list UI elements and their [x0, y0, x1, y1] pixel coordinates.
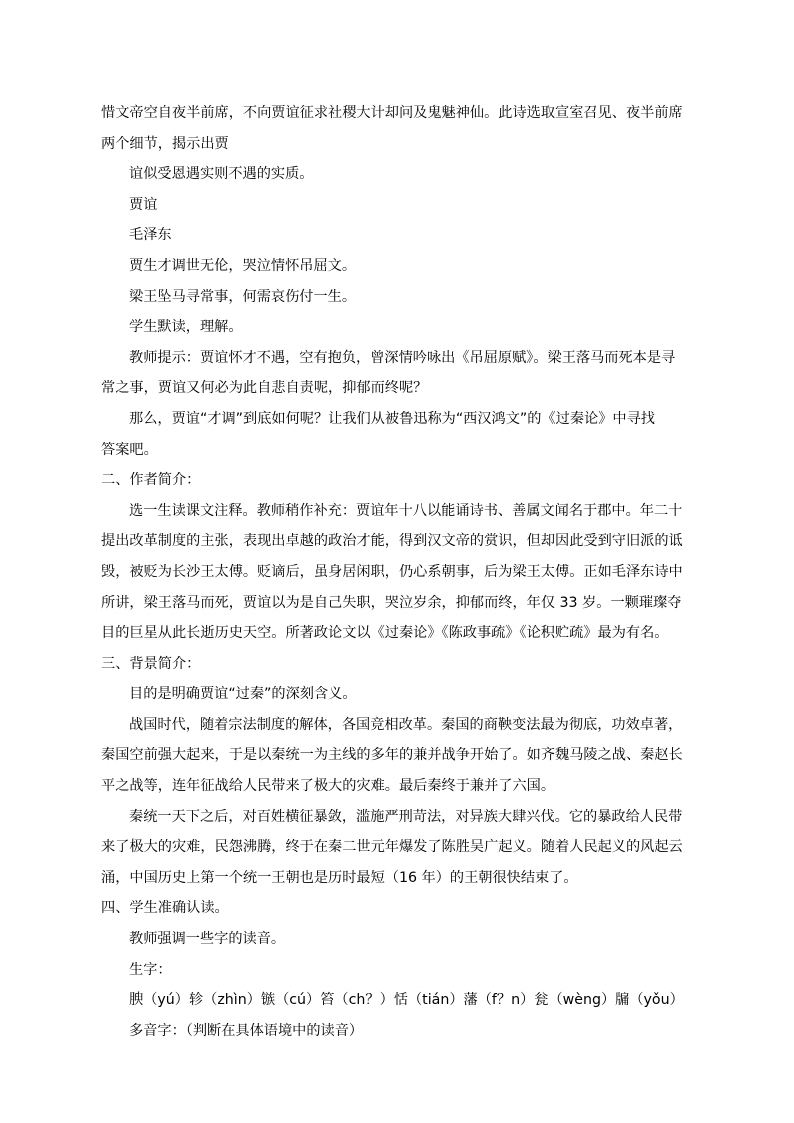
text-line: 多音字：（判断在具体语境中的读音） [129, 1022, 364, 1039]
text-line: 贾生才调世无伦，哭泣情怀吊屈文。 [129, 257, 357, 274]
text-line: 惜文帝空自夜半前席，不向贾谊征求社稷大计却问及鬼魅神仙。此诗选取宣室召见、夜半前席 [101, 105, 683, 121]
text-line: 两个细节，揭示出贾 [101, 135, 229, 152]
text-line: 目的是明确贾谊“过秦”的深刻含义。 [129, 686, 357, 703]
text-line: 毛泽东 [129, 227, 172, 244]
text-line: 腴（yú）轸（zhìn）镞（cú）笞（ch？）恬（tián）藩（f？n）瓮（wèng）牖（yǒu） [129, 992, 684, 1009]
text-line: 生字： [129, 961, 172, 978]
text-line: 选一生读课文注释。教师稍作补充：贾谊年十八以能诵诗书、善属文闻名于郡中。年二十 [129, 502, 683, 519]
text-line: 二、作者简介： [101, 472, 201, 489]
text-line: 秦统一天下之后，对百姓横征暴敛，滥施严刑苛法，对异族大肆兴伐。它的暴政给人民带 [129, 808, 683, 825]
text-line: 所讲，梁王落马而死，贾谊以为是自己失职，哭泣岁余，抑郁而终，年仅 33 岁。一颗璀璨夺 [101, 594, 682, 611]
text-line: 梁王坠马寻常事，何需哀伤付一生。 [129, 288, 357, 305]
text-line: 教师提示：贾谊怀才不遇，空有抱负，曾深情吟咏出《吊屈原赋》。梁王落马而死本是寻 [129, 349, 676, 366]
text-line: 提出改革制度的主张，表现出卓越的政治才能，得到汉文帝的赏识，但却因此受到守旧派的诋 [101, 533, 683, 550]
text-line: 涌，中国历史上第一个统一王朝也是历时最短（16 年）的王朝很快结束了。 [101, 869, 578, 886]
text-line: 教师强调一些字的读音。 [129, 931, 286, 948]
text-line: 毁，被贬为长沙王太傅。贬谪后，虽身居闲职，仍心系朝事，后为梁王太傅。正如毛泽东诗中 [101, 563, 683, 580]
text-line: 答案吧。 [101, 441, 158, 458]
text-line: 来了极大的灾难，民怨沸腾，终于在秦二世元年爆发了陈胜吴广起义。随着人民起义的风起云 [101, 839, 683, 856]
text-line: 战国时代，随着宗法制度的解体，各国竞相改革。秦国的商鞅变法最为彻底，功效卓著， [129, 716, 683, 733]
document-body [101, 98, 697, 1046]
text-line: 常之事，贾谊又何必为此自悲自责呢，抑郁而终呢？ [101, 380, 428, 397]
text-line: 目的巨星从此长逝历史天空。所著政论文以《过秦论》《陈政事疏》《论积贮疏》最为有名。 [101, 625, 669, 642]
text-line: 四、学生准确认读。 [101, 900, 229, 917]
text-line: 三、背景简介： [101, 655, 201, 672]
text-line: 秦国空前强大起来，于是以秦统一为主线的多年的兼并战争开始了。如齐魏马陵之战、秦赵长 [101, 747, 683, 764]
text-line: 平之战等，连年征战给人民带来了极大的灾难。最后秦终于兼并了六国。 [101, 778, 556, 795]
text-line: 谊似受恩遇实则不遇的实质。 [129, 166, 314, 183]
text-line: 那么，贾谊“才调”到底如何呢？让我们从被鲁迅称为“西汉鸿文”的《过秦论》中寻找 [129, 410, 655, 427]
text-line: 学生默读，理解。 [129, 319, 243, 336]
text-line: 贾谊 [129, 196, 158, 213]
